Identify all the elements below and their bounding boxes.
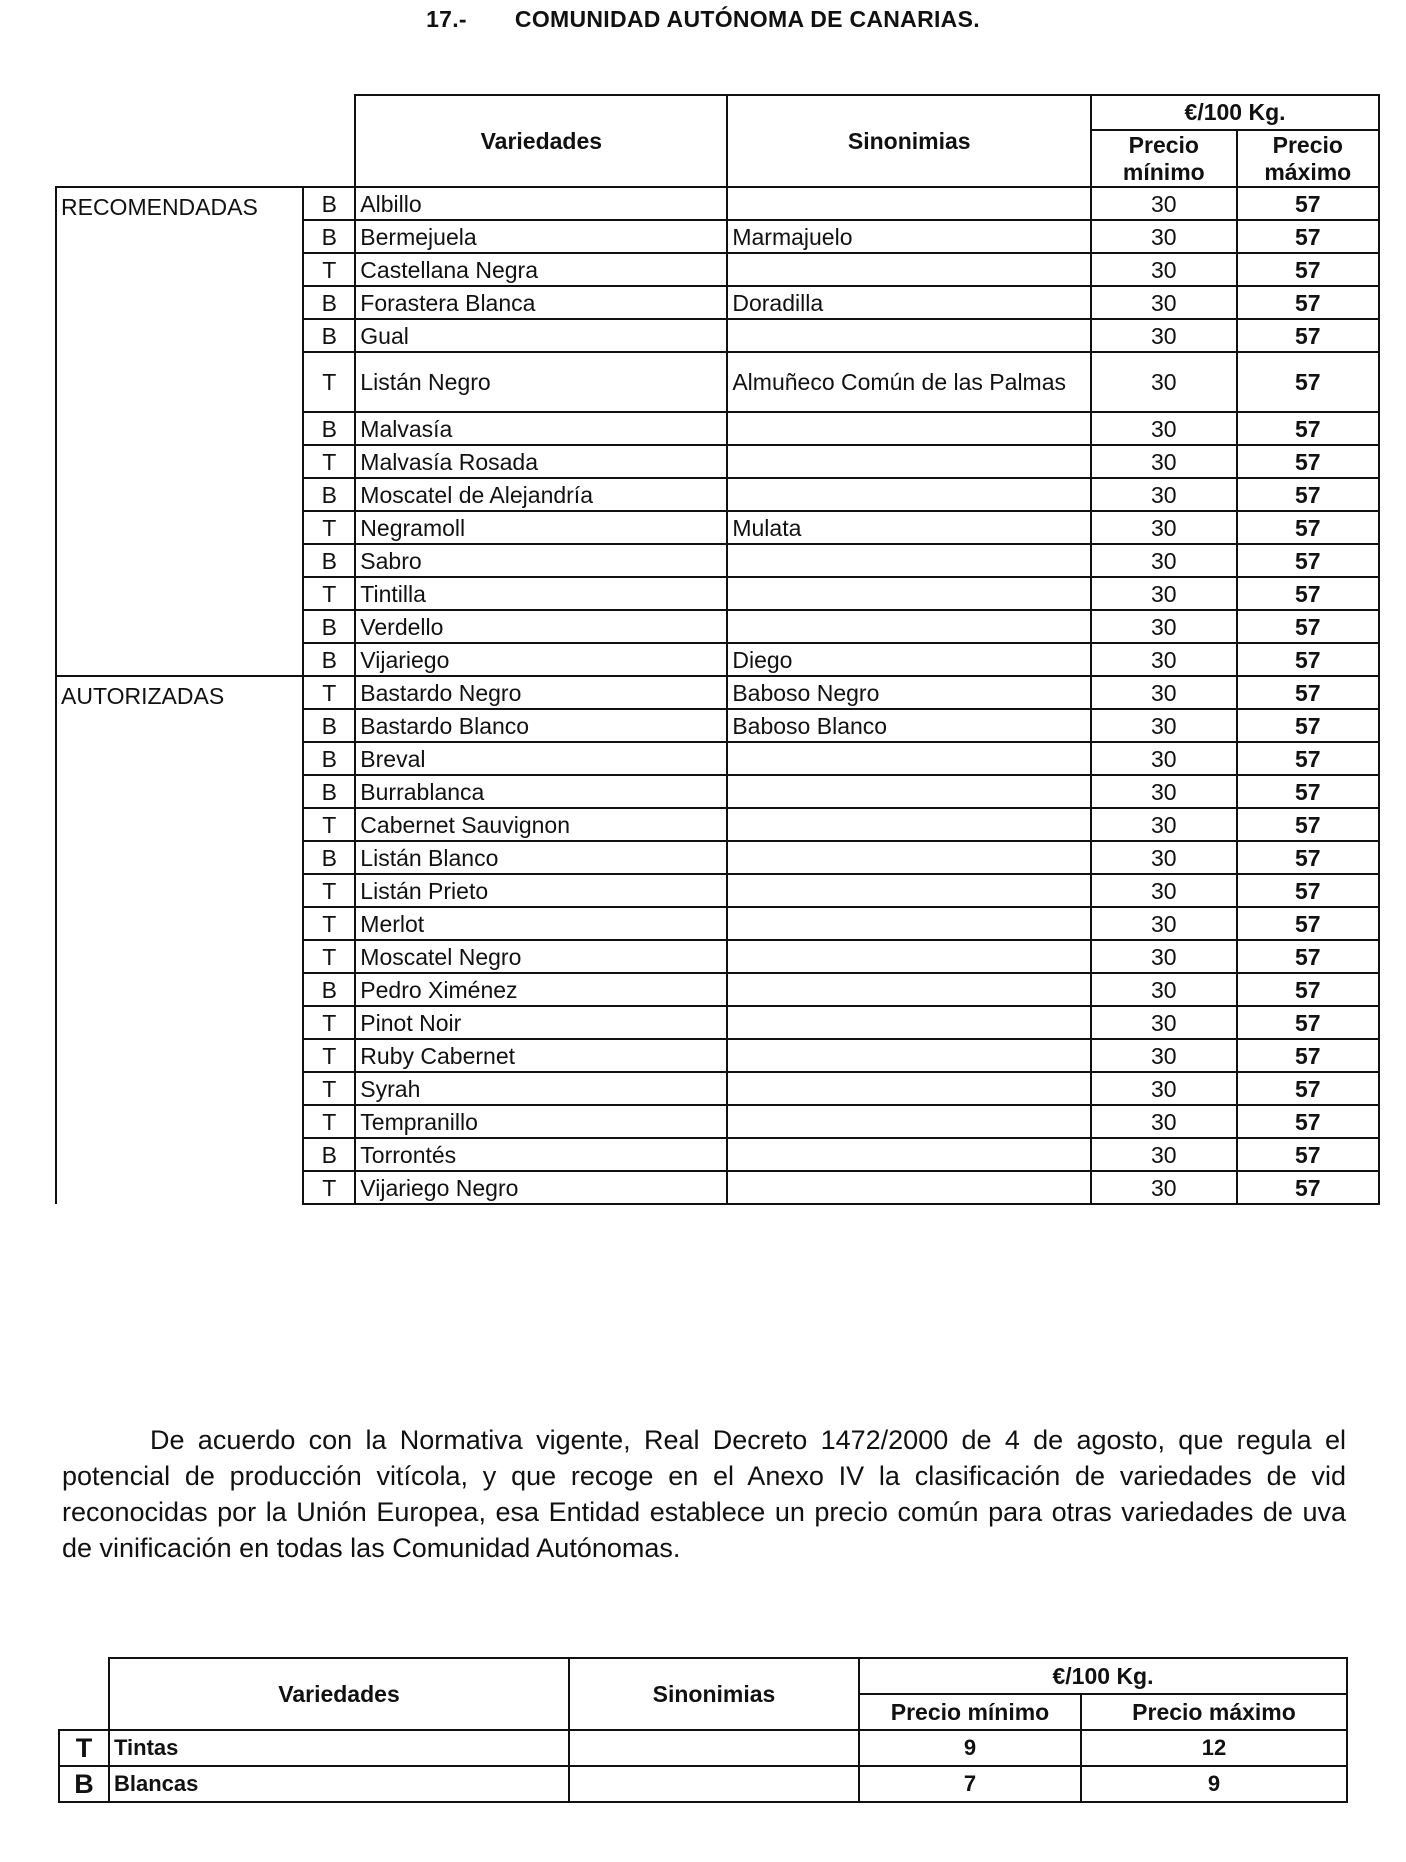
color-code: B (303, 973, 355, 1006)
variety-name: Malvasía (355, 412, 727, 445)
color-code: T (303, 874, 355, 907)
page-title (0, 6, 1406, 33)
table-row (56, 187, 1379, 220)
precio-minimo: 30 (1091, 643, 1236, 676)
variety-name: Listán Blanco (355, 841, 727, 874)
color-code: B (303, 187, 355, 220)
synonym (727, 610, 1091, 643)
precio-minimo: 30 (1091, 319, 1236, 352)
common-price-table-body (59, 1730, 1347, 1802)
precio-minimo: 30 (1091, 1138, 1236, 1171)
color-code: T (59, 1730, 109, 1766)
precio-maximo: 57 (1237, 478, 1379, 511)
variety-name: Syrah (355, 1072, 727, 1105)
header-price-group: €/100 Kg. (1091, 95, 1379, 130)
synonym (727, 1138, 1091, 1171)
variety-name: Torrontés (355, 1138, 727, 1171)
precio-maximo: 57 (1237, 544, 1379, 577)
precio-maximo: 57 (1237, 907, 1379, 940)
precio-minimo: 30 (1091, 775, 1236, 808)
precio-minimo: 30 (1091, 352, 1236, 412)
paragraph-text: De acuerdo con la Normativa vigente, Real Decreto 1472/2000 de 4 de agosto, que regula el potencial de producción vitícola, y que recoge en el Anexo IV la clasificación de variedades de vid reconocidas por la Unión Europea, esa Entidad establece un precio común para otras variedades de uva de vinificación en todas las Comunidad Autónomas. (62, 1425, 1346, 1563)
precio-minimo: 30 (1091, 1072, 1236, 1105)
synonym (727, 1072, 1091, 1105)
header-precio-maximo: Precio máximo (1237, 130, 1379, 187)
color-code: T (303, 676, 355, 709)
color-code: T (303, 1006, 355, 1039)
precio-maximo: 57 (1237, 775, 1379, 808)
color-code: T (303, 511, 355, 544)
precio-maximo: 57 (1237, 220, 1379, 253)
color-code: B (303, 319, 355, 352)
precio-minimo: 9 (859, 1730, 1081, 1766)
header-precio-minimo: Precio mínimo (1091, 130, 1236, 187)
table-row (56, 676, 1379, 709)
precio-maximo: 57 (1237, 742, 1379, 775)
synonym (727, 253, 1091, 286)
price-header-sinonimias: Sinonimias (569, 1658, 859, 1730)
color-code: T (303, 1039, 355, 1072)
synonym (727, 1105, 1091, 1138)
synonym: Diego (727, 643, 1091, 676)
synonym (727, 973, 1091, 1006)
precio-maximo: 12 (1081, 1730, 1347, 1766)
precio-minimo: 30 (1091, 286, 1236, 319)
color-code: B (303, 544, 355, 577)
precio-maximo: 57 (1237, 352, 1379, 412)
precio-minimo: 7 (859, 1766, 1081, 1802)
precio-minimo: 30 (1091, 874, 1236, 907)
precio-minimo: 30 (1091, 841, 1236, 874)
variety-name: Bastardo Blanco (355, 709, 727, 742)
precio-minimo: 30 (1091, 412, 1236, 445)
synonym (727, 742, 1091, 775)
synonym (727, 940, 1091, 973)
synonym (569, 1730, 859, 1766)
precio-maximo: 57 (1237, 187, 1379, 220)
color-code: B (303, 286, 355, 319)
variety-name: Malvasía Rosada (355, 445, 727, 478)
price-header-minimo: Precio mínimo (859, 1694, 1081, 1730)
price-header-variedades: Variedades (109, 1658, 569, 1730)
variety-name: Blancas (109, 1766, 569, 1802)
precio-minimo: 30 (1091, 511, 1236, 544)
color-code: B (303, 220, 355, 253)
color-code: T (303, 907, 355, 940)
price-header-maximo: Precio máximo (1081, 1694, 1347, 1730)
precio-minimo: 30 (1091, 577, 1236, 610)
variety-name: Cabernet Sauvignon (355, 808, 727, 841)
variety-name: Pinot Noir (355, 1006, 727, 1039)
precio-maximo: 9 (1081, 1766, 1347, 1802)
header-blank (56, 95, 355, 187)
synonym: Baboso Blanco (727, 709, 1091, 742)
color-code: T (303, 1072, 355, 1105)
synonym: Mulata (727, 511, 1091, 544)
regulation-paragraph (62, 1422, 1346, 1566)
precio-minimo: 30 (1091, 973, 1236, 1006)
precio-minimo: 30 (1091, 1171, 1236, 1204)
color-code: B (303, 775, 355, 808)
varieties-table (55, 94, 1380, 1205)
precio-minimo: 30 (1091, 1105, 1236, 1138)
variety-name: Merlot (355, 907, 727, 940)
synonym (727, 445, 1091, 478)
precio-minimo: 30 (1091, 544, 1236, 577)
synonym (727, 544, 1091, 577)
color-code: B (303, 841, 355, 874)
variety-name: Listán Prieto (355, 874, 727, 907)
header-variedades: Variedades (355, 95, 727, 187)
color-code: B (303, 1138, 355, 1171)
variety-name: Breval (355, 742, 727, 775)
variety-name: Sabro (355, 544, 727, 577)
price-header-blank (59, 1658, 109, 1730)
color-code: T (303, 445, 355, 478)
table-row (59, 1766, 1347, 1802)
precio-maximo: 57 (1237, 808, 1379, 841)
precio-maximo: 57 (1237, 511, 1379, 544)
precio-maximo: 57 (1237, 1171, 1379, 1204)
color-code: B (303, 478, 355, 511)
precio-minimo: 30 (1091, 220, 1236, 253)
color-code: B (59, 1766, 109, 1802)
synonym (727, 1006, 1091, 1039)
color-code: T (303, 808, 355, 841)
precio-minimo: 30 (1091, 940, 1236, 973)
category-autorizadas: AUTORIZADAS (56, 676, 303, 1204)
color-code: T (303, 577, 355, 610)
synonym (727, 412, 1091, 445)
precio-maximo: 57 (1237, 1105, 1379, 1138)
precio-minimo: 30 (1091, 253, 1236, 286)
precio-minimo: 30 (1091, 478, 1236, 511)
synonym: Doradilla (727, 286, 1091, 319)
variety-name: Castellana Negra (355, 253, 727, 286)
synonym (727, 808, 1091, 841)
variety-name: Moscatel de Alejandría (355, 478, 727, 511)
variety-name: Verdello (355, 610, 727, 643)
variety-name: Albillo (355, 187, 727, 220)
category-recomendadas: RECOMENDADAS (56, 187, 303, 676)
precio-minimo: 30 (1091, 742, 1236, 775)
synonym (569, 1766, 859, 1802)
variety-name: Listán Negro (355, 352, 727, 412)
precio-minimo: 30 (1091, 676, 1236, 709)
precio-maximo: 57 (1237, 643, 1379, 676)
color-code: T (303, 940, 355, 973)
precio-maximo: 57 (1237, 319, 1379, 352)
precio-maximo: 57 (1237, 1006, 1379, 1039)
precio-minimo: 30 (1091, 709, 1236, 742)
precio-minimo: 30 (1091, 610, 1236, 643)
variety-name: Vijariego (355, 643, 727, 676)
color-code: B (303, 742, 355, 775)
synonym (727, 187, 1091, 220)
variety-name: Tempranillo (355, 1105, 727, 1138)
synonym: Marmajuelo (727, 220, 1091, 253)
precio-maximo: 57 (1237, 253, 1379, 286)
color-code: T (303, 1105, 355, 1138)
variety-name: Vijariego Negro (355, 1171, 727, 1204)
synonym (727, 907, 1091, 940)
synonym (727, 319, 1091, 352)
precio-maximo: 57 (1237, 973, 1379, 1006)
table-row (59, 1730, 1347, 1766)
varieties-table-body (56, 187, 1379, 1204)
precio-maximo: 57 (1237, 1138, 1379, 1171)
precio-maximo: 57 (1237, 874, 1379, 907)
variety-name: Bastardo Negro (355, 676, 727, 709)
precio-maximo: 57 (1237, 841, 1379, 874)
precio-minimo: 30 (1091, 808, 1236, 841)
precio-maximo: 57 (1237, 286, 1379, 319)
synonym (727, 1039, 1091, 1072)
color-code: B (303, 709, 355, 742)
variety-name: Negramoll (355, 511, 727, 544)
color-code: B (303, 610, 355, 643)
section-title: COMUNIDAD AUTÓNOMA DE CANARIAS. (514, 6, 980, 32)
synonym (727, 874, 1091, 907)
variety-name: Bermejuela (355, 220, 727, 253)
header-sinonimias: Sinonimias (727, 95, 1091, 187)
variety-name: Burrablanca (355, 775, 727, 808)
variety-name: Ruby Cabernet (355, 1039, 727, 1072)
precio-minimo: 30 (1091, 1039, 1236, 1072)
color-code: B (303, 643, 355, 676)
precio-minimo: 30 (1091, 187, 1236, 220)
precio-minimo: 30 (1091, 1006, 1236, 1039)
variety-name: Tintilla (355, 577, 727, 610)
precio-minimo: 30 (1091, 445, 1236, 478)
synonym (727, 478, 1091, 511)
precio-maximo: 57 (1237, 709, 1379, 742)
precio-maximo: 57 (1237, 940, 1379, 973)
variety-name: Pedro Ximénez (355, 973, 727, 1006)
variety-name: Gual (355, 319, 727, 352)
variety-name: Moscatel Negro (355, 940, 727, 973)
synonym (727, 577, 1091, 610)
precio-maximo: 57 (1237, 445, 1379, 478)
common-price-table (58, 1657, 1348, 1803)
color-code: T (303, 352, 355, 412)
precio-maximo: 57 (1237, 412, 1379, 445)
precio-maximo: 57 (1237, 577, 1379, 610)
section-number: 17.- (426, 6, 467, 32)
synonym (727, 841, 1091, 874)
color-code: T (303, 253, 355, 286)
synonym (727, 1171, 1091, 1204)
precio-maximo: 57 (1237, 676, 1379, 709)
price-header-group: €/100 Kg. (859, 1658, 1347, 1694)
precio-maximo: 57 (1237, 1039, 1379, 1072)
variety-name: Tintas (109, 1730, 569, 1766)
precio-maximo: 57 (1237, 610, 1379, 643)
precio-maximo: 57 (1237, 1072, 1379, 1105)
precio-minimo: 30 (1091, 907, 1236, 940)
color-code: B (303, 412, 355, 445)
color-code: T (303, 1171, 355, 1204)
synonym: Baboso Negro (727, 676, 1091, 709)
variety-name: Forastera Blanca (355, 286, 727, 319)
synonym: Almuñeco Común de las Palmas (727, 352, 1091, 412)
synonym (727, 775, 1091, 808)
